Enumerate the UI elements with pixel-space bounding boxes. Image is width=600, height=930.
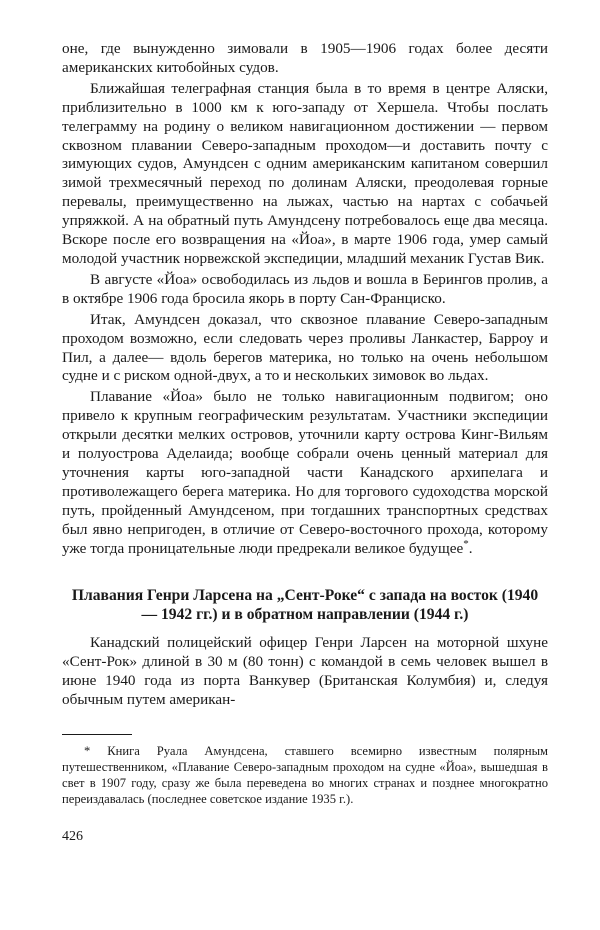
page-number: 426: [62, 829, 83, 845]
paragraph-results: [62, 388, 548, 558]
paragraph-bering-strait: В августе «Йоа» освободилась из льдов и вошла в Берингов пролив, а в октябре 1906 года бросила якорь в порту Сан-Франциско.: [62, 270, 548, 307]
paragraph-results-period: .: [468, 539, 473, 557]
footnote-marker: *: [463, 537, 469, 550]
paragraph-telegraph: Ближайшая телеграфная станция была в то время в центре Аляски, приблизительно в 1000 км к юго-западу от Хершела. Чтобы послать телеграмму на родину о великом навигационном достижении — первом сквозном плавании Северо-западным проходом—и доставить почту с зимующих судов, Амундсен с одним американским капитаном совершил зимой трехмесячный переход по долинам Аляски, преодолевая горные перевалы, преимущественно на лыжах, частью на нартах с собачьей упряжкой. А на обратный путь Амундсену потребовалось еще два месяца. Вскоре после его возвращения на «Йоа», в марте 1906 года, умер самый молодой участник норвежской экспедиции, младший механик Густав Вик.: [62, 79, 548, 267]
book-page: [62, 40, 548, 845]
section-heading: Плавания Генри Ларсена на „Сент-Роке“ с запада на восток (1940 — 1942 гг.) и в обратном направлении (1944 г.): [71, 587, 539, 624]
paragraph-continuation: оне, где вынужденно зимовали в 1905—1906 годах более десяти американских китобойных судов.: [62, 40, 548, 76]
paragraph-larsen: Канадский полицейский офицер Генри Ларсен на моторной шхуне «Сент-Рок» длиной в 30 м (80 тонн) с командой в семь человек вышел в июне 1940 года из порта Ванкувер (Британская Колумбия) и, следуя обычным путем американ-: [62, 634, 548, 709]
paragraph-results-text: Плавание «Йоа» было не только навигационным подвигом; оно привело к крупным географическим результатам. Участники экспедиции открыли десятки мелких островов, уточнили карту острова Кинг-Вильям и полуострова Аделаида; вообще собрали очень ценный материал для уточнения карты юго-западной части Канадского архипелага и противолежащего берега материка. Но для торгового судоходства морской путь, пройденный Амундсеном, при тогдашних транспортных средствах был явно непригоден, в отличие от Северо-восточного прохода, которому уже тогда проницательные люди предрекали великое будущее: [62, 388, 548, 557]
paragraph-conclusion: Итак, Амундсен доказал, что сквозное плавание Северо-западным проходом возможно, если следовать через проливы Ланкастер, Барроу и Пил, а далее— вдоль берегов материка, но только на очень небольшом судне и с риском одной-двух, а то и нескольких зимовок во льдах.: [62, 310, 548, 385]
footnote-divider: [62, 734, 132, 735]
footnote-text: * Книга Руала Амундсена, ставшего всемирно известным полярным путешественником, «Плавание Северо-западным проходом на судне «Йоа», вышедшая в свет в 1907 году, сразу же была переведена во многих странах и позднее многократно переиздавалась (последнее советское издание 1935 г.).: [62, 744, 548, 807]
